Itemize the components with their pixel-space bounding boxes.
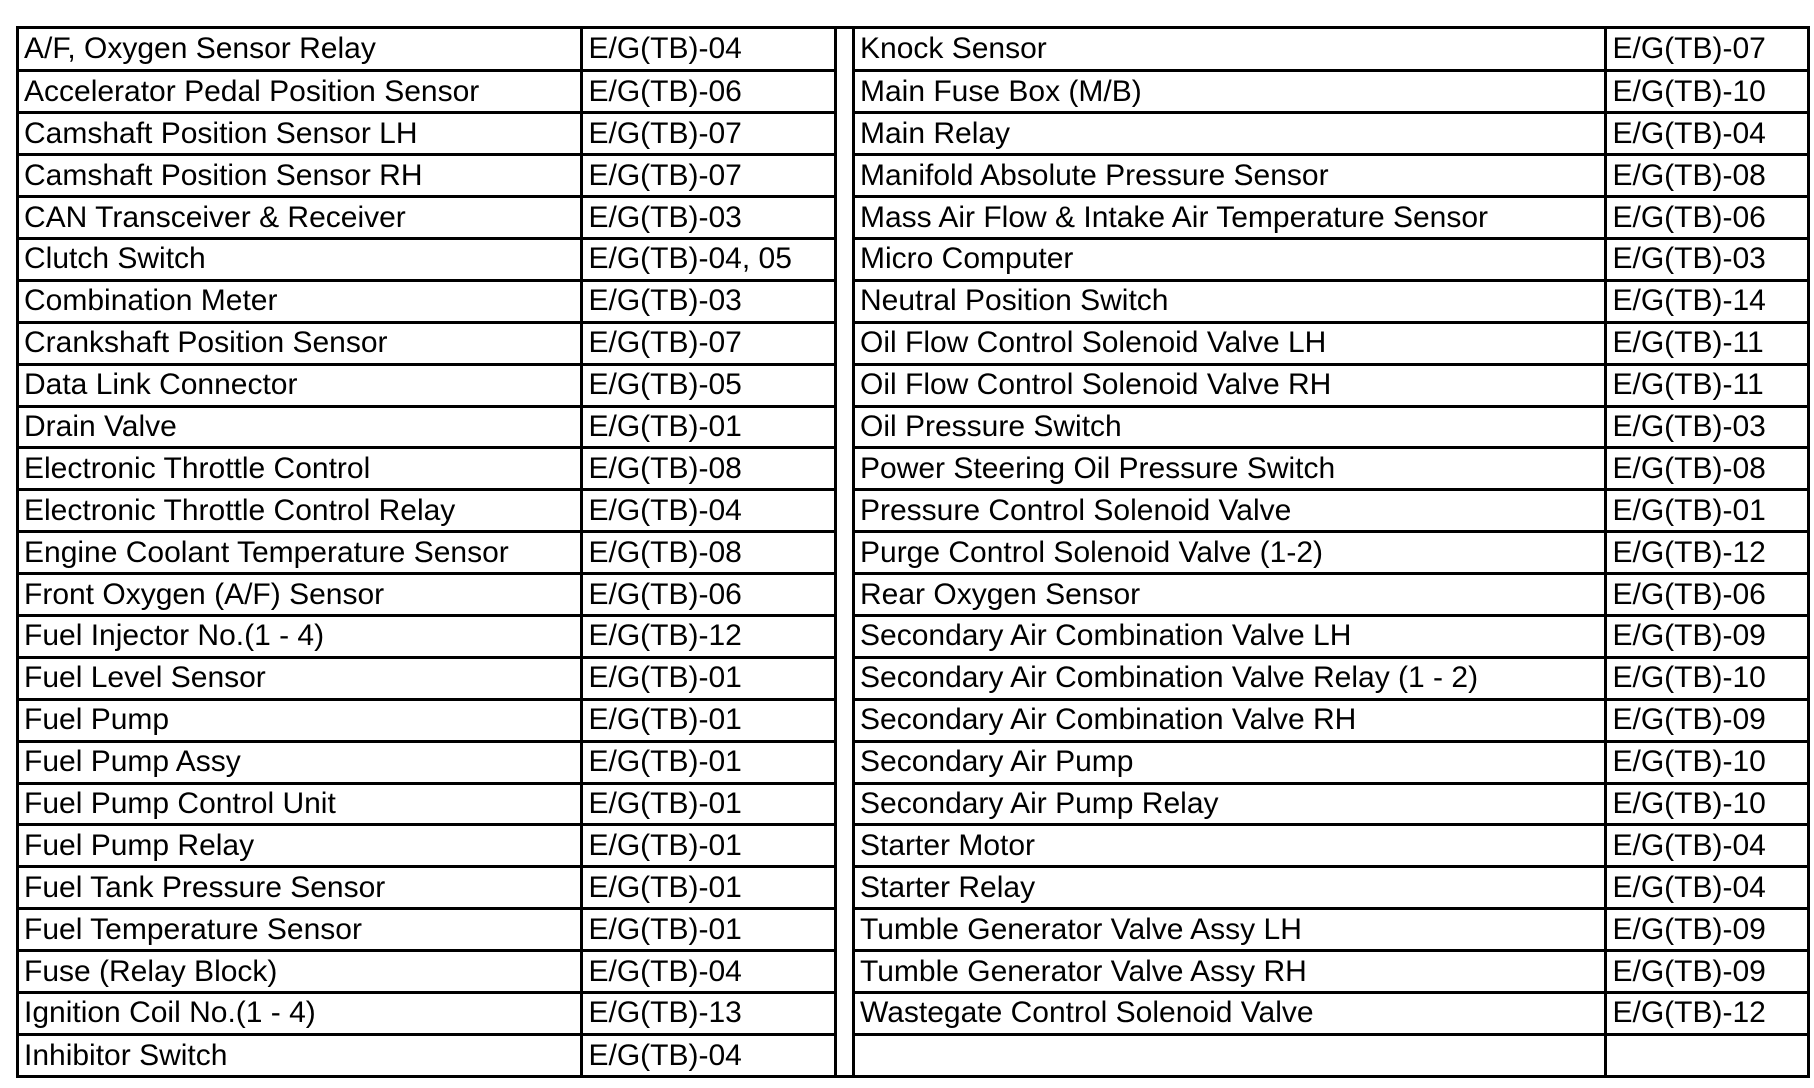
diagram-code	[1605, 1034, 1807, 1076]
table-row	[19, 490, 834, 532]
component-name: Main Fuse Box (M/B)	[855, 71, 1605, 113]
component-name: Accelerator Pedal Position Sensor	[19, 71, 581, 113]
table-row	[19, 615, 834, 657]
component-name: Camshaft Position Sensor LH	[19, 113, 581, 155]
component-name: Crankshaft Position Sensor	[19, 322, 581, 364]
table-row	[855, 909, 1807, 951]
right-half	[855, 29, 1807, 1075]
component-name	[855, 1034, 1605, 1076]
diagram-code: E/G(TB)-07	[1605, 29, 1807, 71]
table-row	[19, 322, 834, 364]
component-name: Oil Pressure Switch	[855, 406, 1605, 448]
diagram-code: E/G(TB)-10	[1605, 741, 1807, 783]
table-row	[19, 448, 834, 490]
table-row	[855, 155, 1807, 197]
table-row	[19, 909, 834, 951]
diagram-code: E/G(TB)-12	[1605, 992, 1807, 1034]
table-row	[855, 615, 1807, 657]
table-row	[855, 448, 1807, 490]
component-name: Engine Coolant Temperature Sensor	[19, 532, 581, 574]
table-row	[19, 155, 834, 197]
diagram-code: E/G(TB)-04	[1605, 113, 1807, 155]
table-row	[855, 783, 1807, 825]
diagram-code: E/G(TB)-05	[581, 364, 834, 406]
diagram-code: E/G(TB)-04, 05	[581, 238, 834, 280]
diagram-code: E/G(TB)-01	[581, 909, 834, 951]
left-table	[19, 29, 834, 1076]
table-row	[19, 29, 834, 71]
table-row	[855, 197, 1807, 239]
table-row	[855, 992, 1807, 1034]
component-name: Fuel Pump Relay	[19, 825, 581, 867]
diagram-code: E/G(TB)-07	[581, 113, 834, 155]
component-name: Front Oxygen (A/F) Sensor	[19, 574, 581, 616]
diagram-code: E/G(TB)-01	[581, 657, 834, 699]
table-row	[855, 532, 1807, 574]
component-name: Purge Control Solenoid Valve (1-2)	[855, 532, 1605, 574]
diagram-code: E/G(TB)-09	[1605, 951, 1807, 993]
diagram-code: E/G(TB)-04	[1605, 825, 1807, 867]
diagram-code: E/G(TB)-09	[1605, 909, 1807, 951]
diagram-code: E/G(TB)-01	[581, 783, 834, 825]
diagram-code: E/G(TB)-08	[1605, 448, 1807, 490]
component-name: Manifold Absolute Pressure Sensor	[855, 155, 1605, 197]
table-row	[855, 574, 1807, 616]
table-row	[855, 741, 1807, 783]
table-row	[19, 867, 834, 909]
table-row	[19, 364, 834, 406]
table-row	[855, 364, 1807, 406]
component-name: Ignition Coil No.(1 - 4)	[19, 992, 581, 1034]
diagram-code: E/G(TB)-03	[581, 280, 834, 322]
component-name: Tumble Generator Valve Assy LH	[855, 909, 1605, 951]
component-name: Fuel Pump Assy	[19, 741, 581, 783]
diagram-code: E/G(TB)-09	[1605, 699, 1807, 741]
diagram-code: E/G(TB)-09	[1605, 615, 1807, 657]
component-name: Camshaft Position Sensor RH	[19, 155, 581, 197]
component-name: Electronic Throttle Control Relay	[19, 490, 581, 532]
diagram-code: E/G(TB)-01	[581, 406, 834, 448]
component-name: Knock Sensor	[855, 29, 1605, 71]
table-row	[855, 1034, 1807, 1076]
component-name: Secondary Air Pump Relay	[855, 783, 1605, 825]
component-name: Tumble Generator Valve Assy RH	[855, 951, 1605, 993]
table-row	[19, 280, 834, 322]
component-name: Fuel Pump Control Unit	[19, 783, 581, 825]
component-name: Oil Flow Control Solenoid Valve LH	[855, 322, 1605, 364]
diagram-code: E/G(TB)-04	[581, 29, 834, 71]
diagram-code: E/G(TB)-04	[581, 1034, 834, 1076]
table-row	[19, 71, 834, 113]
table-row	[855, 238, 1807, 280]
table-row	[855, 699, 1807, 741]
table-row	[19, 238, 834, 280]
table-row	[855, 825, 1807, 867]
component-name: Fuel Tank Pressure Sensor	[19, 867, 581, 909]
table-row	[855, 71, 1807, 113]
diagram-code: E/G(TB)-03	[1605, 238, 1807, 280]
table-row	[19, 951, 834, 993]
component-name: Mass Air Flow & Intake Air Temperature Sensor	[855, 197, 1605, 239]
component-index-table	[16, 26, 1810, 1078]
component-name: Clutch Switch	[19, 238, 581, 280]
diagram-code: E/G(TB)-03	[1605, 406, 1807, 448]
diagram-code: E/G(TB)-07	[581, 322, 834, 364]
diagram-code: E/G(TB)-12	[581, 615, 834, 657]
table-row	[855, 322, 1807, 364]
component-name: CAN Transceiver & Receiver	[19, 197, 581, 239]
component-name: Fuel Temperature Sensor	[19, 909, 581, 951]
diagram-code: E/G(TB)-06	[1605, 574, 1807, 616]
diagram-code: E/G(TB)-06	[581, 574, 834, 616]
diagram-code: E/G(TB)-07	[581, 155, 834, 197]
component-name: Main Relay	[855, 113, 1605, 155]
left-table-body	[19, 29, 834, 1076]
left-half	[19, 29, 834, 1075]
diagram-code: E/G(TB)-01	[581, 699, 834, 741]
diagram-code: E/G(TB)-14	[1605, 280, 1807, 322]
table-row	[855, 951, 1807, 993]
diagram-code: E/G(TB)-06	[581, 71, 834, 113]
table-row	[19, 574, 834, 616]
component-name: Secondary Air Pump	[855, 741, 1605, 783]
diagram-code: E/G(TB)-08	[1605, 155, 1807, 197]
diagram-code: E/G(TB)-08	[581, 448, 834, 490]
component-name: Fuse (Relay Block)	[19, 951, 581, 993]
table-row	[19, 741, 834, 783]
table-row	[19, 113, 834, 155]
diagram-code: E/G(TB)-10	[1605, 783, 1807, 825]
component-name: Electronic Throttle Control	[19, 448, 581, 490]
diagram-code: E/G(TB)-12	[1605, 532, 1807, 574]
table-row	[19, 197, 834, 239]
component-name: Neutral Position Switch	[855, 280, 1605, 322]
table-row	[19, 657, 834, 699]
component-name: Pressure Control Solenoid Valve	[855, 490, 1605, 532]
diagram-code: E/G(TB)-10	[1605, 71, 1807, 113]
right-table	[855, 29, 1807, 1076]
diagram-code: E/G(TB)-06	[1605, 197, 1807, 239]
diagram-code: E/G(TB)-01	[1605, 490, 1807, 532]
diagram-code: E/G(TB)-11	[1605, 364, 1807, 406]
component-name: Oil Flow Control Solenoid Valve RH	[855, 364, 1605, 406]
table-row	[19, 825, 834, 867]
component-name: Micro Computer	[855, 238, 1605, 280]
component-name: Starter Relay	[855, 867, 1605, 909]
diagram-code: E/G(TB)-03	[581, 197, 834, 239]
table-row	[855, 657, 1807, 699]
diagram-code: E/G(TB)-13	[581, 992, 834, 1034]
diagram-code: E/G(TB)-01	[581, 825, 834, 867]
diagram-code: E/G(TB)-11	[1605, 322, 1807, 364]
component-name: Starter Motor	[855, 825, 1605, 867]
component-name: Fuel Level Sensor	[19, 657, 581, 699]
component-name: Wastegate Control Solenoid Valve	[855, 992, 1605, 1034]
component-name: Power Steering Oil Pressure Switch	[855, 448, 1605, 490]
table-row	[19, 783, 834, 825]
table-row	[19, 1034, 834, 1076]
component-name: Secondary Air Combination Valve RH	[855, 699, 1605, 741]
table-row	[855, 406, 1807, 448]
diagram-code: E/G(TB)-10	[1605, 657, 1807, 699]
diagram-code: E/G(TB)-04	[1605, 867, 1807, 909]
table-row	[19, 992, 834, 1034]
diagram-code: E/G(TB)-04	[581, 951, 834, 993]
table-row	[19, 532, 834, 574]
table-row	[855, 113, 1807, 155]
table-row	[19, 406, 834, 448]
table-row	[855, 280, 1807, 322]
component-name: Data Link Connector	[19, 364, 581, 406]
component-name: Fuel Injector No.(1 - 4)	[19, 615, 581, 657]
table-row	[855, 490, 1807, 532]
diagram-code: E/G(TB)-08	[581, 532, 834, 574]
table-row	[19, 699, 834, 741]
component-name: Drain Valve	[19, 406, 581, 448]
right-table-body	[855, 29, 1807, 1076]
column-separator	[834, 29, 855, 1075]
component-name: Rear Oxygen Sensor	[855, 574, 1605, 616]
diagram-code: E/G(TB)-04	[581, 490, 834, 532]
component-name: A/F, Oxygen Sensor Relay	[19, 29, 581, 71]
component-name: Fuel Pump	[19, 699, 581, 741]
diagram-code: E/G(TB)-01	[581, 867, 834, 909]
component-name: Combination Meter	[19, 280, 581, 322]
table-row	[855, 867, 1807, 909]
component-name: Secondary Air Combination Valve Relay (1 - 2)	[855, 657, 1605, 699]
table-row	[855, 29, 1807, 71]
diagram-code: E/G(TB)-01	[581, 741, 834, 783]
component-name: Secondary Air Combination Valve LH	[855, 615, 1605, 657]
component-name: Inhibitor Switch	[24, 1039, 228, 1073]
